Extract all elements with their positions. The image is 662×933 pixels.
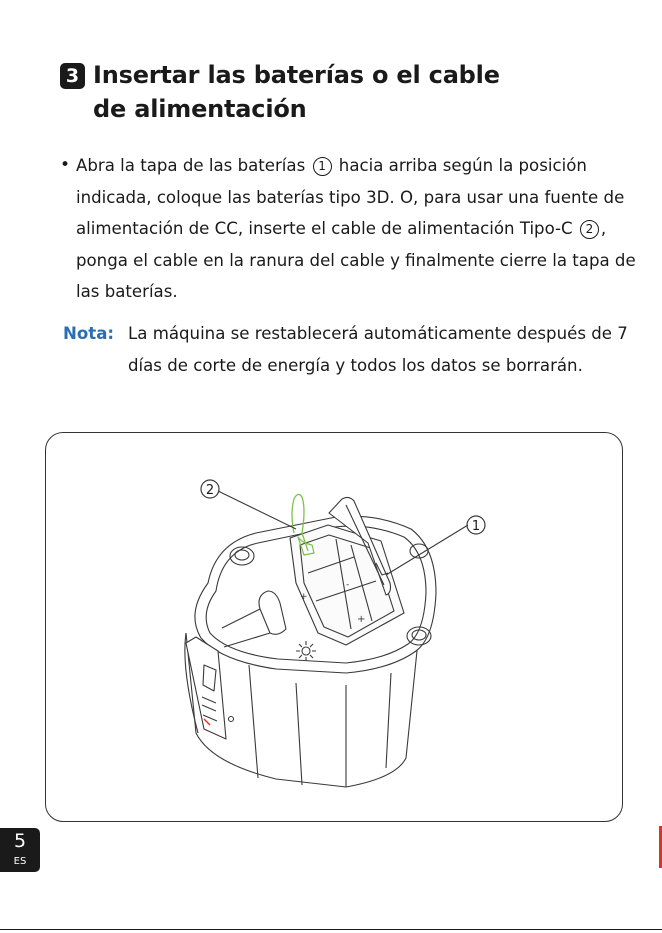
note-label: Nota: — [63, 324, 115, 343]
battery-minus-sign: - — [346, 580, 350, 590]
callout-2-label: 2 — [205, 483, 215, 498]
instruction-paragraph — [76, 150, 648, 308]
callout-2-marker — [201, 480, 219, 498]
language-code: ES — [13, 856, 27, 867]
battery-plus-sign: + — [357, 614, 366, 625]
battery-installation-figure — [45, 432, 623, 822]
callout-1-label: 1 — [471, 519, 481, 534]
section-title — [93, 58, 500, 126]
page-bottom-rule — [0, 929, 662, 930]
bullet-point: • — [60, 155, 71, 175]
callout-marker-1: 1 — [313, 157, 332, 176]
page-number: 5 — [13, 830, 27, 852]
callout-1-marker — [467, 516, 485, 534]
callout-marker-2: 2 — [580, 220, 599, 239]
battery-plus-sign-2: + — [300, 592, 308, 602]
instruction-text-2: hacia arriba según la posición indicada, coloque las baterías tipo 3D. O, para usar una fuente de alimentación de CC, inserte el cable de alimentación Tipo-C — [76, 156, 625, 238]
title-line-1: Insertar las baterías o el cable — [93, 61, 500, 89]
instruction-text-1: Abra la tapa de las baterías — [76, 156, 306, 175]
title-line-2: de alimentación — [93, 95, 307, 123]
step-number-badge: 3 — [60, 63, 85, 89]
note-text: La máquina se restablecerá automáticamente después de 7 días de corte de energía y todos los datos se borrarán. — [128, 324, 628, 375]
device-illustration — [46, 433, 623, 822]
instruction-text-3: , ponga el cable en la ranura del cable y finalmente cierre la tapa de las baterías. — [76, 219, 636, 301]
page-number-badge — [0, 828, 40, 872]
